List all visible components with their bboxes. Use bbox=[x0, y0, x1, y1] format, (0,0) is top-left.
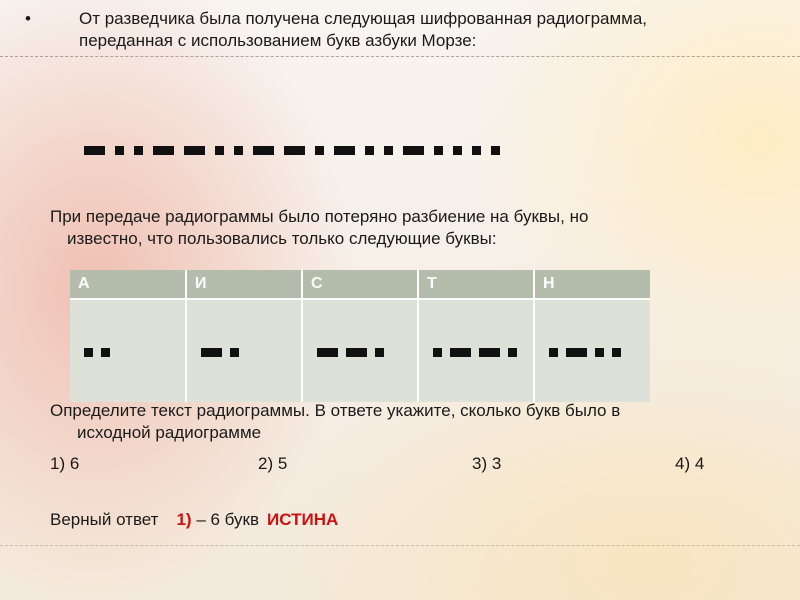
code-cell bbox=[70, 299, 186, 402]
morse-dash bbox=[334, 146, 355, 155]
morse-dot bbox=[612, 348, 621, 357]
intro-line-2: переданная с использованием букв азбуки Морзе: bbox=[79, 31, 477, 50]
morse-dash bbox=[253, 146, 274, 155]
morse-dash bbox=[284, 146, 305, 155]
morse-dot bbox=[365, 146, 374, 155]
morse-message bbox=[84, 141, 624, 161]
code-cell bbox=[534, 299, 650, 402]
morse-dot bbox=[384, 146, 393, 155]
morse-dot bbox=[230, 348, 239, 357]
question-line-1: Определите текст радиограммы. В ответе укажите, сколько букв было в bbox=[50, 401, 621, 420]
morse-dot bbox=[115, 146, 124, 155]
letter-header: С bbox=[302, 270, 418, 299]
code-cell bbox=[302, 299, 418, 402]
morse-dot bbox=[549, 348, 558, 357]
loss-text bbox=[50, 206, 750, 250]
morse-dot bbox=[595, 348, 604, 357]
answer-line bbox=[50, 509, 338, 531]
loss-line-1: При передаче радиограммы было потеряно разбиение на буквы, но bbox=[50, 207, 589, 226]
letter-header: И bbox=[186, 270, 302, 299]
option-1: 1) 6 bbox=[50, 454, 80, 473]
morse-dot bbox=[101, 348, 110, 357]
morse-dash bbox=[184, 146, 205, 155]
answer-rest: – 6 букв bbox=[191, 510, 260, 529]
morse-dot bbox=[434, 146, 443, 155]
morse-dot bbox=[453, 146, 462, 155]
letter-header: Т bbox=[418, 270, 534, 299]
morse-dot bbox=[134, 146, 143, 155]
letter-header-row bbox=[70, 270, 650, 299]
morse-dot bbox=[375, 348, 384, 357]
morse-code bbox=[84, 348, 184, 358]
letter-table bbox=[70, 270, 650, 402]
option-4: 4) 4 bbox=[675, 454, 705, 473]
morse-dash bbox=[346, 348, 367, 357]
morse-dot bbox=[84, 348, 93, 357]
morse-dot bbox=[315, 146, 324, 155]
morse-dot bbox=[491, 146, 500, 155]
morse-code bbox=[433, 348, 533, 358]
intro-line-1: От разведчика была получена следующая шифрованная радиограмма, bbox=[79, 9, 648, 28]
answer-number: 1) bbox=[176, 510, 192, 529]
loss-line-2: известно, что пользовались только следующие буквы: bbox=[67, 229, 497, 248]
morse-dash bbox=[403, 146, 424, 155]
option-3: 3) 3 bbox=[472, 454, 502, 473]
bullet-icon: • bbox=[25, 9, 31, 28]
morse-dash bbox=[479, 348, 500, 357]
morse-code bbox=[317, 348, 417, 358]
answer-label: Верный ответ bbox=[50, 510, 159, 529]
morse-code bbox=[201, 348, 301, 358]
answer-verdict: ИСТИНА bbox=[267, 510, 339, 529]
code-cell bbox=[186, 299, 302, 402]
morse-dash bbox=[84, 146, 105, 155]
morse-dot bbox=[234, 146, 243, 155]
morse-dot bbox=[433, 348, 442, 357]
intro-text bbox=[25, 8, 776, 52]
intro-divider bbox=[0, 56, 800, 57]
morse-code bbox=[549, 348, 649, 358]
code-cell bbox=[418, 299, 534, 402]
morse-dot bbox=[215, 146, 224, 155]
morse-dash bbox=[201, 348, 222, 357]
morse-dot bbox=[508, 348, 517, 357]
morse-dash bbox=[317, 348, 338, 357]
morse-dot bbox=[472, 146, 481, 155]
bottom-divider bbox=[0, 545, 800, 546]
letter-header: Н bbox=[534, 270, 650, 299]
code-row bbox=[70, 299, 650, 402]
option-2: 2) 5 bbox=[258, 454, 288, 473]
morse-dash bbox=[566, 348, 587, 357]
morse-dash bbox=[153, 146, 174, 155]
question-line-2: исходной радиограмме bbox=[77, 423, 262, 442]
morse-dash bbox=[450, 348, 471, 357]
letter-header: А bbox=[70, 270, 186, 299]
question-text bbox=[50, 400, 770, 444]
